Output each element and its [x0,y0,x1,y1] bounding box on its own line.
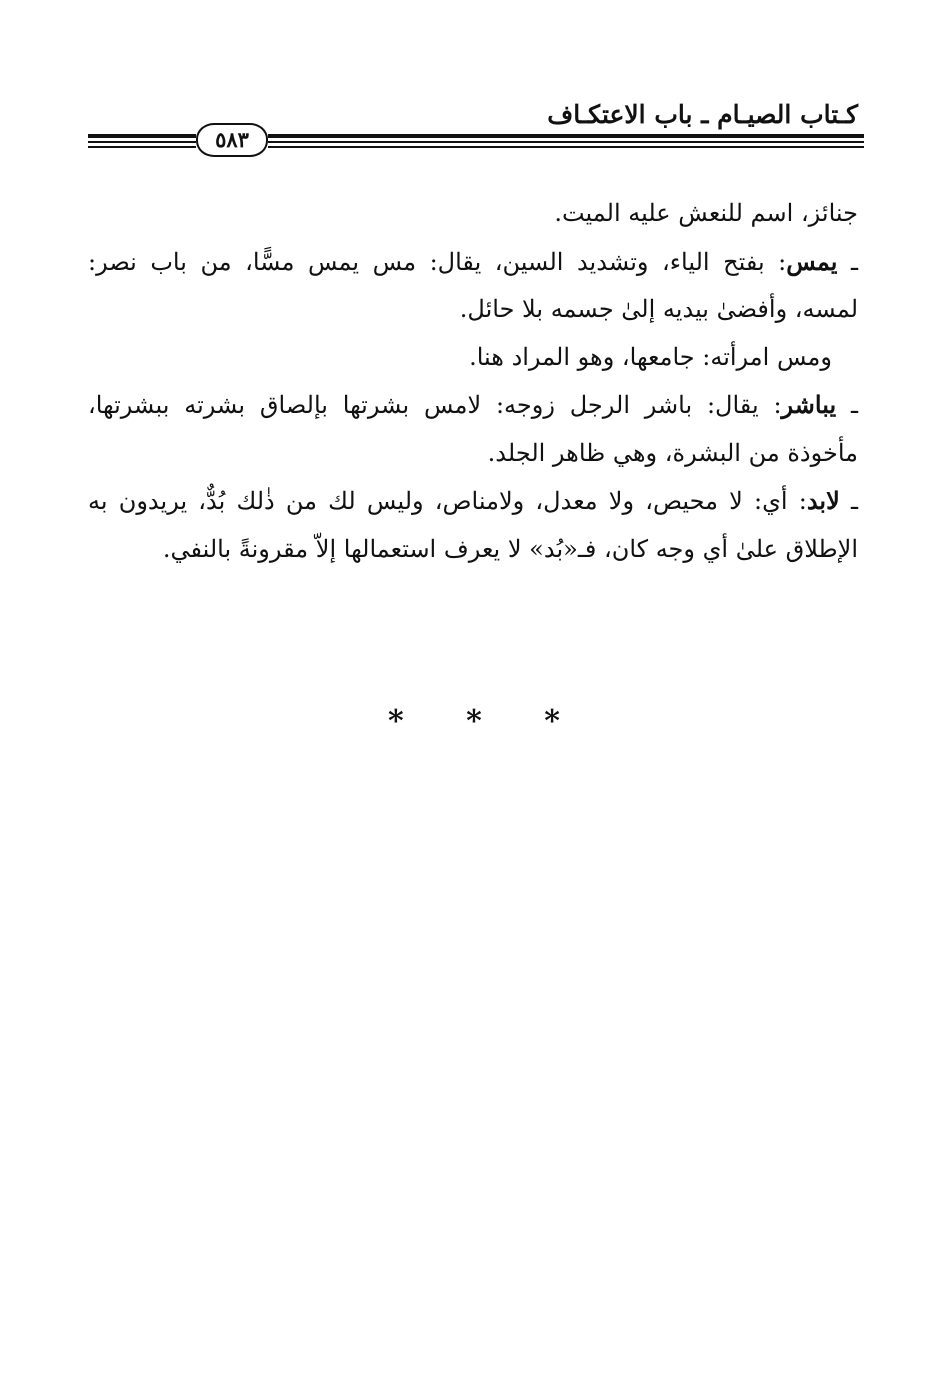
header-rule-left [88,134,196,151]
paragraph-janaiz: جنائز، اسم للنعش عليه الميت. [554,199,858,227]
page-number: ٥٨٣ [215,127,249,152]
paragraph-mas-imraatahu: ومس امرأته: جامعها، وهو المراد هنا. [469,342,832,371]
section-end-asterisks: * * * [388,704,586,739]
entry-text-labudda: : أي: لا محيص، ولا معدل، ولامناص، وليس لك من ذٰلك بُدٌّ، يريدون به الإطلاق علىٰ أي وجه كان، فـ«بُد» لا يعرف استعمالها إلاّ مقرونةً بالنفي. [88,487,858,563]
body-text [88,190,858,573]
entry-dash: ـ [839,487,858,515]
entry-text-yubashir: : يقال: باشر الرجل زوجه: لامس بشرتها بإلصاق بشرته ببشرتها، مأخوذة من البشرة، وهي ظاهر الجلد. [88,391,858,467]
entry-labudda [88,477,858,573]
entry-text-yamas: : بفتح الياء، وتشديد السين، يقال: مس يمس مسًّا، من باب نصر: لمسه، وأفضىٰ بيديه إلىٰ جسمه بلا حائل. [88,247,858,323]
entry-dash: ـ [836,391,858,419]
entry-yubashir [88,381,858,477]
entry-term-yamas: يمس [786,246,838,276]
header-rule-right [268,134,864,151]
page-header [88,98,864,158]
entry-dash: ـ [837,247,858,276]
entry-yamas [88,238,858,334]
page-number-frame [196,123,268,157]
running-title: كـتاب الصيـام ـ باب الاعتكـاف [547,100,858,129]
entry-term-yubashir: يباشر [781,390,837,419]
entry-term-labudda: لابد [806,486,840,515]
